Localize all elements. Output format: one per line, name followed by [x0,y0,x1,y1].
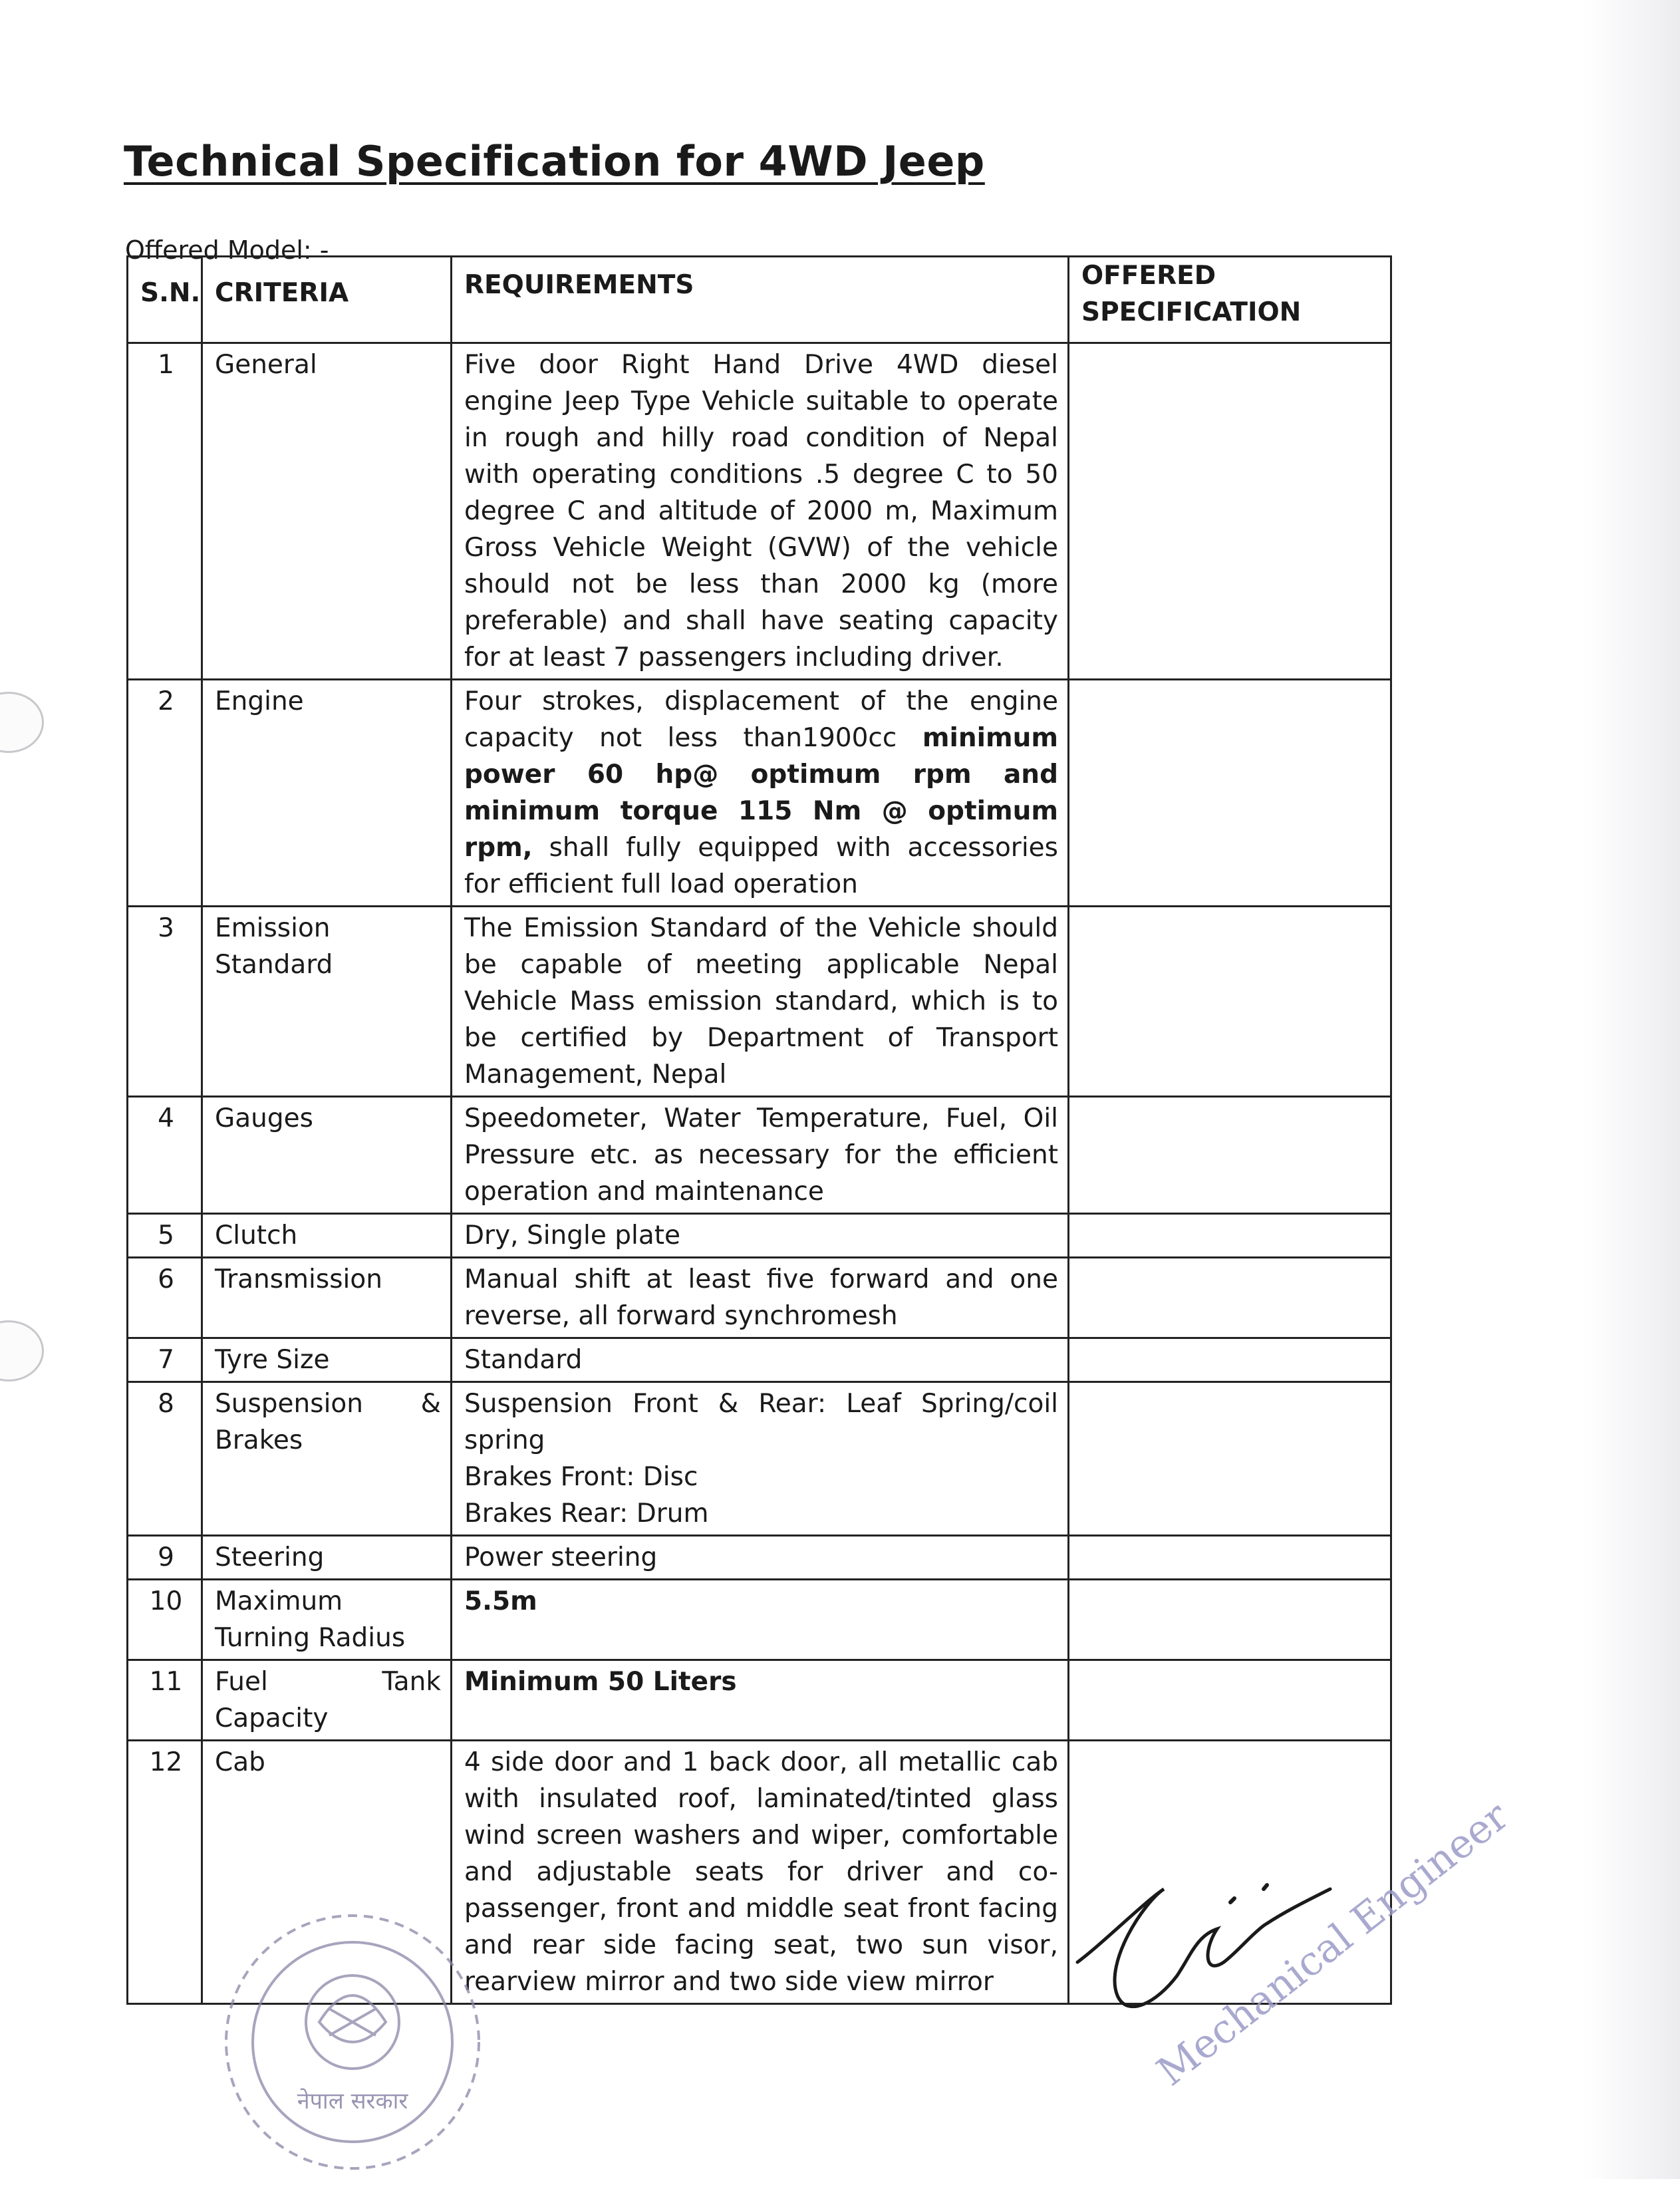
requirement-line: Suspension Front & Rear: Leaf Spring/coil spring [464,1389,1058,1455]
row-requirement [452,680,1069,907]
row-criteria: Clutch [202,1214,452,1258]
row-criteria: Suspension & Brakes [202,1382,452,1536]
table-header-row [128,257,1391,343]
row-requirement: Five door Right Hand Drive 4WD diesel engine Jeep Type Vehicle suitable to operate in rough and hilly road condition of Nepal with operating conditions .5 degree C to 50 degree C and altitude of 2000 m, Maximum Gross Vehicle Weight (GVW) of the vehicle should not be less than 2000 kg (more preferable) and shall have seating capacity for at least 7 passengers including driver. [452,343,1069,680]
row-criteria: Gauges [202,1097,452,1214]
row-criteria: Tyre Size [202,1338,452,1382]
row-offered-cell[interactable] [1069,1580,1391,1660]
seal-text: नेपाल सरकार [297,2088,408,2115]
header-offered-specification: OFFERED SPECIFICATION [1069,257,1391,343]
row-criteria: Maximum Turning Radius [202,1580,452,1660]
row-criteria: Transmission [202,1258,452,1338]
row-requirement: 4 side door and 1 back door, all metallic cab with insulated roof, laminated/tinted glass wind screen washers and wiper, comfortable and adjustable seats for driver and co-passenger, front and middle seat front facing and rear side facing seat, two sun visor, rearview mirror and two side view mirror [452,1741,1069,2004]
table-row [128,1536,1391,1580]
row-requirement: Minimum 50 Liters [452,1660,1069,1741]
requirement-line: Brakes Rear: Drum [464,1499,709,1529]
row-offered-cell[interactable] [1069,1536,1391,1580]
row-offered-cell[interactable] [1069,1382,1391,1536]
row-offered-cell[interactable] [1069,680,1391,907]
row-requirement: Power steering [452,1536,1069,1580]
table-row [128,1097,1391,1214]
table-row [128,1258,1391,1338]
table-row [128,1382,1391,1536]
specification-table [126,255,1392,2005]
requirement-bold-text: minimum power 60 hp@ optimum rpm and minimum torque 115 Nm @ optimum rpm, [464,723,1058,863]
row-requirement [452,1382,1069,1536]
table-row [128,1660,1391,1741]
row-requirement: The Emission Standard of the Vehicle should be capable of meeting applicable Nepal Vehicle Mass emission standard, which is to be certified by Department of Transport Management, Nepal [452,907,1069,1097]
requirement-text: Four strokes, displacement of the engine capacity not less than1900cc [464,686,1058,753]
table-row [128,680,1391,907]
document-title: Technical Specification for 4WD Jeep [124,137,985,186]
table-row [128,1580,1391,1660]
row-offered-cell[interactable] [1069,907,1391,1097]
row-offered-cell[interactable] [1069,1214,1391,1258]
row-sn: 7 [128,1338,202,1382]
requirement-line: Brakes Front: Disc [464,1462,698,1492]
row-sn: 10 [128,1580,202,1660]
offered-model-label: Offered Model: - [125,235,329,265]
header-sn: S.N. [128,257,202,343]
row-sn: 6 [128,1258,202,1338]
row-offered-cell[interactable] [1069,1338,1391,1382]
mechanical-engineer-stamp: Mechanical Engineer [1148,1793,1518,2095]
punch-hole-top [0,692,44,753]
row-criteria: Steering [202,1536,452,1580]
row-requirement: Dry, Single plate [452,1214,1069,1258]
row-criteria: General [202,343,452,680]
table-row [128,1338,1391,1382]
row-requirement: 5.5m [452,1580,1069,1660]
row-sn: 2 [128,680,202,907]
official-seal [186,1909,532,2195]
row-sn: 12 [128,1741,202,2004]
row-criteria: Engine [202,680,452,907]
header-requirements: REQUIREMENTS [452,257,1069,343]
row-sn: 9 [128,1536,202,1580]
row-requirement: Speedometer, Water Temperature, Fuel, Oil Pressure etc. as necessary for the efficient operation and maintenance [452,1097,1069,1214]
paper-fold-shadow [1583,0,1680,2179]
row-offered-cell[interactable] [1069,343,1391,680]
requirement-text-end: shall fully equipped with accessories for efficient full load operation [464,833,1058,899]
punch-hole-bottom [0,1320,44,1382]
row-sn: 5 [128,1214,202,1258]
row-requirement: Manual shift at least five forward and one reverse, all forward synchromesh [452,1258,1069,1338]
row-sn: 11 [128,1660,202,1741]
row-offered-cell[interactable] [1069,1097,1391,1214]
row-criteria: Fuel Tank Capacity [202,1660,452,1741]
row-offered-cell[interactable] [1069,1258,1391,1338]
row-sn: 1 [128,343,202,680]
row-offered-cell[interactable] [1069,1660,1391,1741]
row-sn: 4 [128,1097,202,1214]
row-sn: 8 [128,1382,202,1536]
table-row [128,1214,1391,1258]
header-criteria: CRITERIA [202,257,452,343]
row-sn: 3 [128,907,202,1097]
row-criteria: Emission Standard [202,907,452,1097]
table-row [128,343,1391,680]
row-requirement: Standard [452,1338,1069,1382]
row-criteria: Cab [202,1741,452,2004]
table-row [128,907,1391,1097]
